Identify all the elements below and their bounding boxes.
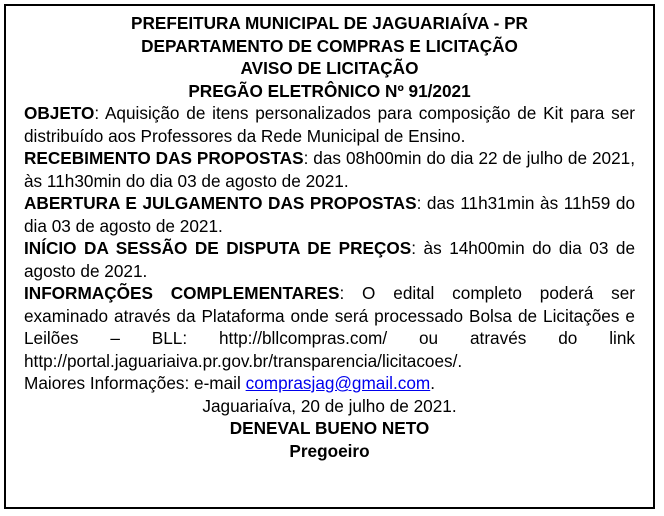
recebimento-paragraph: [24, 147, 635, 192]
header-pregao: PREGÃO ELETRÔNICO Nº 91/2021: [188, 80, 471, 101]
place-date: Jaguariaíva, 20 de julho de 2021.: [202, 395, 457, 416]
signer-name: DENEVAL BUENO NETO: [229, 418, 430, 438]
objeto-label: OBJETO: [24, 103, 95, 123]
email-link[interactable]: comprasjag@gmail.com: [245, 373, 431, 393]
objeto-text: : Aquisição de itens personalizados para composição de Kit para ser distribuído aos Professores da Rede Municipal de Ensino.: [24, 103, 635, 146]
informacoes-paragraph: [24, 282, 635, 372]
inicio-label: INÍCIO DA SESSÃO DE DISPUTA DE PREÇOS: [24, 238, 412, 258]
recebimento-text: : das 08h00min do dia 22 de julho de 2021, às 11h30min do dia 03 de agosto de 2021.: [24, 148, 635, 191]
header-prefeitura: PREFEITURA MUNICIPAL DE JAGUARIAÍVA - PR: [131, 13, 528, 33]
header-aviso: AVISO DE LICITAÇÃO: [240, 58, 419, 78]
abertura-label: ABERTURA E JULGAMENTO DAS PROPOSTAS: [24, 193, 417, 213]
informacoes-text: : O edital completo poderá ser examinado através da Plataforma onde será processado Bolsa de Licitações e Leilões – BLL: http://bllcompras.com/ ou através do link http://portal.jaguariaiva.pr.gov.br/transparencia/licitacoes/.: [24, 283, 635, 371]
maiores-informacoes-line: [24, 372, 635, 395]
maiores-informacoes-prefix: Maiores Informações: e-mail: [24, 373, 246, 393]
maiores-informacoes-suffix: .: [430, 373, 435, 393]
header-departamento: DEPARTAMENTO DE COMPRAS E LICITAÇÃO: [141, 35, 518, 56]
informacoes-label: INFORMAÇÕES COMPLEMENTARES: [24, 283, 340, 303]
abertura-paragraph: [24, 192, 635, 237]
abertura-text: : das 11h31min às 11h59 do dia 03 de agosto de 2021.: [24, 193, 635, 236]
bidding-notice: [4, 4, 655, 509]
inicio-text: : às 14h00min do dia 03 de agosto de 2021.: [24, 238, 635, 281]
inicio-paragraph: [24, 237, 635, 282]
objeto-paragraph: [24, 102, 635, 147]
signer-role: Pregoeiro: [289, 440, 370, 461]
recebimento-label: RECEBIMENTO DAS PROPOSTAS: [24, 148, 304, 168]
